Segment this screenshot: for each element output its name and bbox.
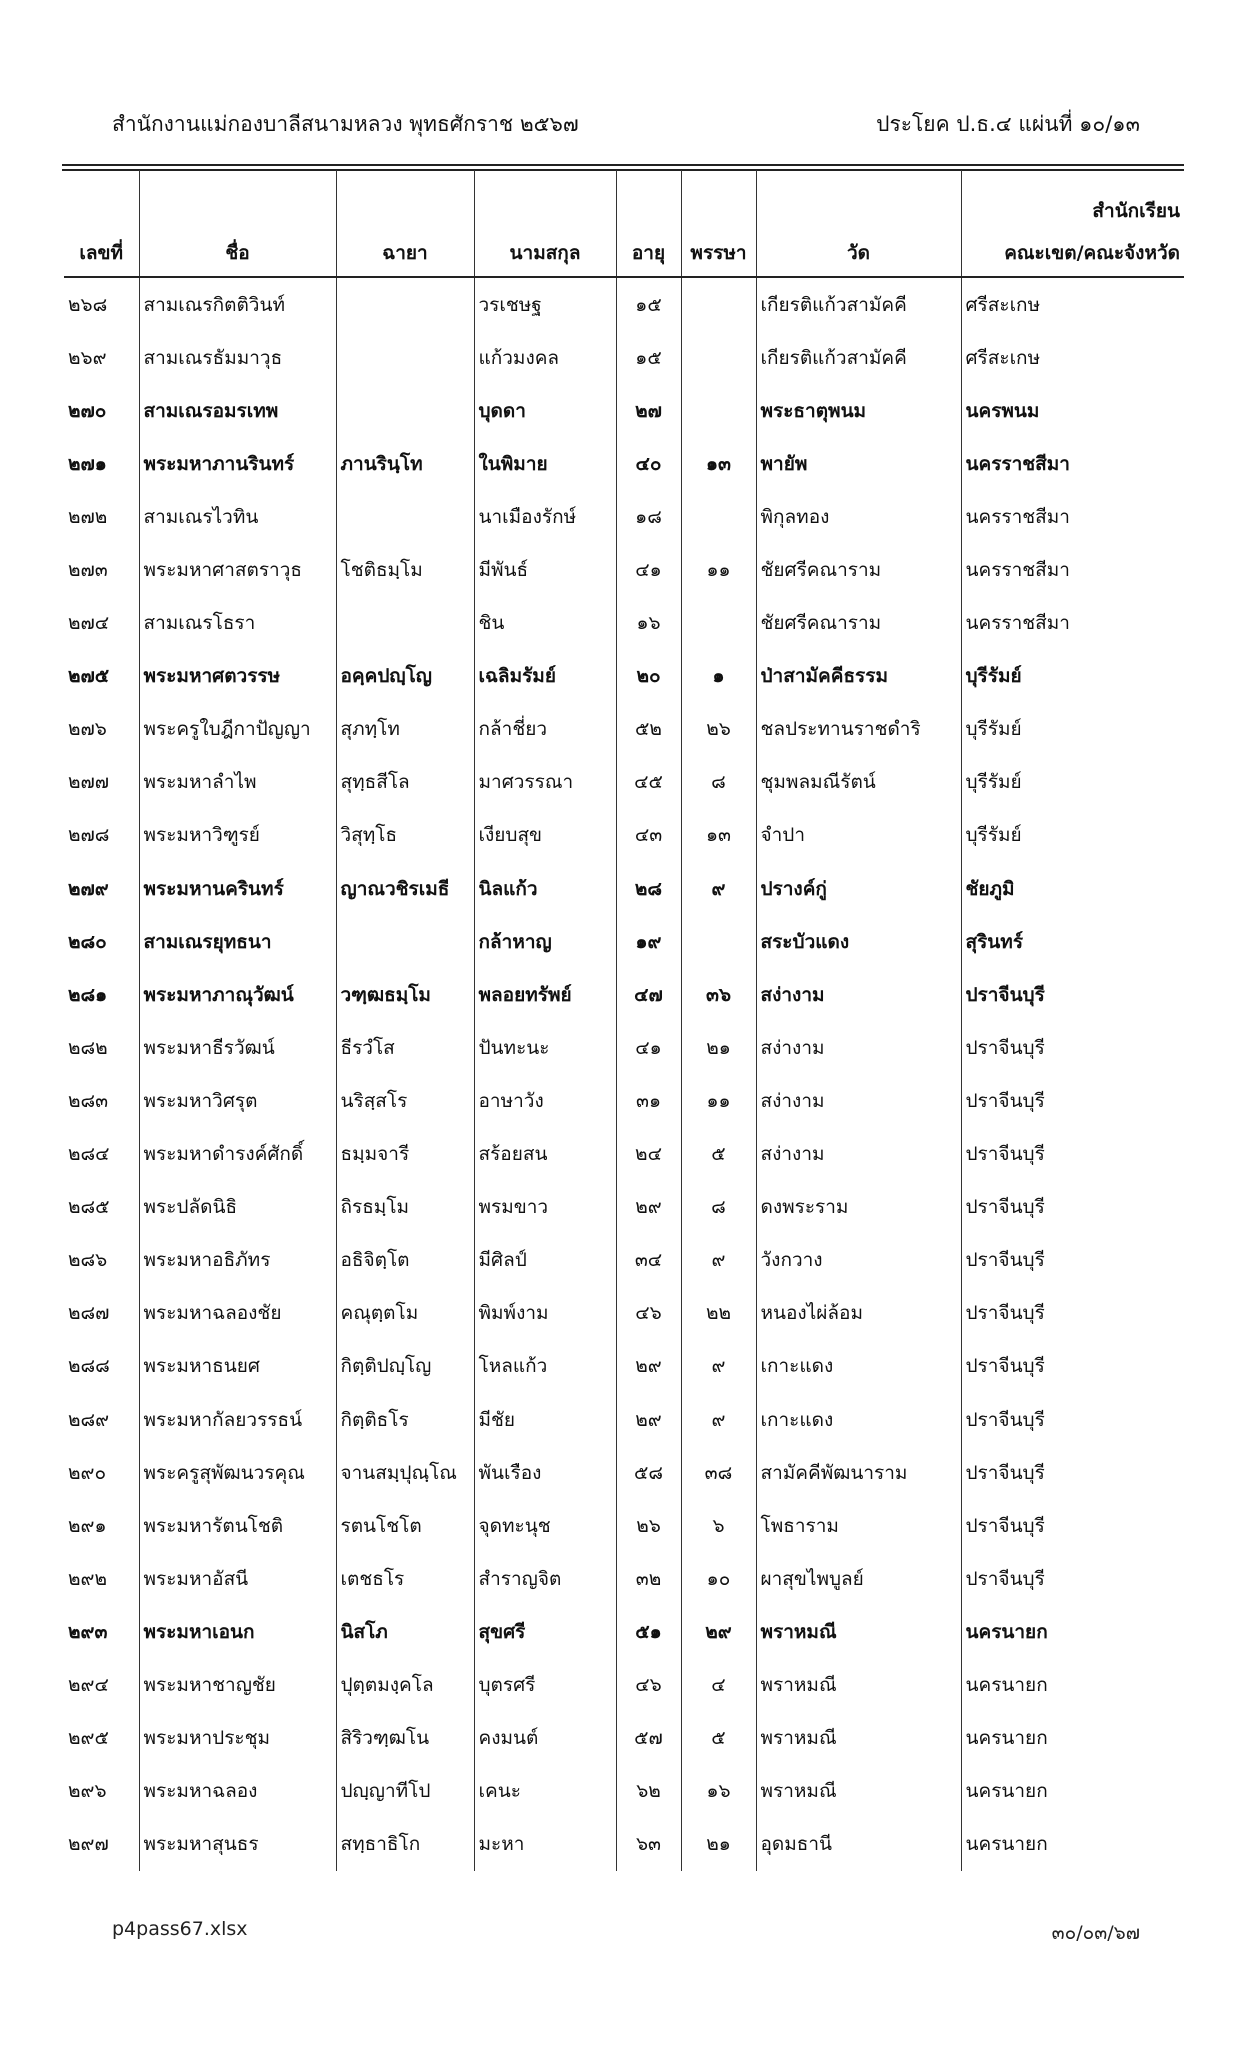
cell-temple: ชัยศรีคณาราม xyxy=(756,543,961,596)
cell-no: ๒๖๘ xyxy=(68,293,108,316)
table-row xyxy=(64,1181,1184,1234)
cell-no: ๒๗๙ xyxy=(68,877,109,900)
cell-age: ๒๐ xyxy=(616,650,681,703)
cell-surname: พลอยทรัพย์ xyxy=(474,968,616,1021)
cell-surname: แก้วมงคล xyxy=(474,331,616,384)
cell-age: ๒๙ xyxy=(616,1393,681,1446)
cell-surname: เงียบสุข xyxy=(474,809,616,862)
cell-temple: ป่าสามัคคีธรรม xyxy=(756,650,961,703)
cell-temple: สง่างาม xyxy=(756,1074,961,1127)
cell-no: ๒๙๐ xyxy=(68,1461,107,1484)
cell-office: นครนายก xyxy=(961,1818,1184,1871)
cell-office: บุรีรัมย์ xyxy=(961,756,1184,809)
cell-surname: อาษาวัง xyxy=(474,1074,616,1127)
cell-surname: ชิน xyxy=(474,597,616,650)
cell-name: พระปลัดนิธิ xyxy=(139,1181,336,1234)
cell-name: พระมหาวิศรุต xyxy=(139,1074,336,1127)
cell-name: พระมหาสุนธร xyxy=(139,1818,336,1871)
cell-chaya: อคฺคปญฺโญ xyxy=(336,650,474,703)
cell-name: สามเณรโธรา xyxy=(139,597,336,650)
footer-filename: p4pass67.xlsx xyxy=(112,1918,248,1940)
cell-chaya: จานสมฺปุณฺโณ xyxy=(336,1446,474,1499)
table-row xyxy=(64,1340,1184,1393)
cell-name: พระมหาลำไพ xyxy=(139,756,336,809)
cell-no: ๒๙๒ xyxy=(68,1567,107,1590)
cell-office: บุรีรัมย์ xyxy=(961,703,1184,756)
table-row xyxy=(64,1499,1184,1552)
cell-surname: โหลแก้ว xyxy=(474,1340,616,1393)
results-table xyxy=(64,170,1184,1871)
col-header-office-line2: คณะเขต/คณะจังหวัด xyxy=(1004,242,1180,264)
cell-surname: พรมขาว xyxy=(474,1181,616,1234)
cell-no: ๒๙๕ xyxy=(68,1727,109,1750)
cell-office: นครนายก xyxy=(961,1605,1184,1658)
cell-years xyxy=(681,331,756,384)
cell-no: ๒๗๖ xyxy=(68,718,107,741)
cell-surname: เคนะ xyxy=(474,1765,616,1818)
cell-temple: ดงพระราม xyxy=(756,1181,961,1234)
cell-temple: เกียรติแก้วสามัคคี xyxy=(756,331,961,384)
cell-age: ๖๒ xyxy=(616,1765,681,1818)
cell-surname: พิมพ์งาม xyxy=(474,1287,616,1340)
cell-no: ๒๘๕ xyxy=(68,1196,110,1219)
cell-years: ๒๙ xyxy=(681,1605,756,1658)
cell-chaya xyxy=(336,597,474,650)
cell-no: ๒๙๓ xyxy=(68,1620,108,1643)
table-row xyxy=(64,1552,1184,1605)
cell-age: ๔๑ xyxy=(616,543,681,596)
cell-chaya: ภานรินฺโท xyxy=(336,437,474,490)
cell-name: พระมหาภานรินทร์ xyxy=(139,437,336,490)
cell-temple: สง่างาม xyxy=(756,1021,961,1074)
table-row xyxy=(64,1658,1184,1711)
cell-surname: สุขศรี xyxy=(474,1605,616,1658)
cell-surname: กล้าหาญ xyxy=(474,915,616,968)
cell-age: ๔๖ xyxy=(616,1658,681,1711)
table-body xyxy=(64,277,1184,1871)
cell-age: ๔๖ xyxy=(616,1287,681,1340)
cell-temple: วังกวาง xyxy=(756,1234,961,1287)
cell-years: ๘ xyxy=(681,1181,756,1234)
cell-years: ๑๖ xyxy=(681,1765,756,1818)
table-row xyxy=(64,1393,1184,1446)
cell-name: พระมหากัลยวรรธน์ xyxy=(139,1393,336,1446)
cell-no: ๒๘๘ xyxy=(68,1355,110,1378)
table-row xyxy=(64,1765,1184,1818)
cell-age: ๒๙ xyxy=(616,1340,681,1393)
cell-office: สุรินทร์ xyxy=(961,915,1184,968)
cell-office: ปราจีนบุรี xyxy=(961,968,1184,1021)
cell-name: พระครูใบฎีกาปัญญา xyxy=(139,703,336,756)
cell-temple: พราหมณี xyxy=(756,1658,961,1711)
cell-name: พระมหาฉลองชัย xyxy=(139,1287,336,1340)
cell-office: ปราจีนบุรี xyxy=(961,1446,1184,1499)
cell-temple: สามัคคีพัฒนาราม xyxy=(756,1446,961,1499)
cell-office: ศรีสะเกษ xyxy=(961,277,1184,331)
table-row xyxy=(64,1818,1184,1871)
cell-years: ๑๓ xyxy=(681,809,756,862)
cell-age: ๑๕ xyxy=(616,277,681,331)
cell-years: ๒๖ xyxy=(681,703,756,756)
cell-chaya: คณุตฺตโม xyxy=(336,1287,474,1340)
cell-surname: นาเมืองรักษ์ xyxy=(474,490,616,543)
cell-name: สามเณรกิตติวินท์ xyxy=(139,277,336,331)
cell-years: ๑๑ xyxy=(681,543,756,596)
cell-surname: สำราญจิต xyxy=(474,1552,616,1605)
cell-age: ๒๘ xyxy=(616,862,681,915)
cell-name: พระมหาเอนก xyxy=(139,1605,336,1658)
table-row xyxy=(64,1446,1184,1499)
table-row xyxy=(64,1287,1184,1340)
cell-name: พระมหารัตนโชติ xyxy=(139,1499,336,1552)
cell-name: พระมหาประชุม xyxy=(139,1712,336,1765)
cell-office: นครราชสีมา xyxy=(961,597,1184,650)
table-row xyxy=(64,650,1184,703)
cell-office: นครราชสีมา xyxy=(961,543,1184,596)
cell-office: ปราจีนบุรี xyxy=(961,1074,1184,1127)
cell-no: ๒๗๒ xyxy=(68,505,108,528)
cell-surname: มาศวรรณา xyxy=(474,756,616,809)
cell-years: ๒๑ xyxy=(681,1021,756,1074)
cell-office: ปราจีนบุรี xyxy=(961,1340,1184,1393)
cell-office: ปราจีนบุรี xyxy=(961,1234,1184,1287)
cell-office: ศรีสะเกษ xyxy=(961,331,1184,384)
cell-name: พระมหาธีรวัฒน์ xyxy=(139,1021,336,1074)
cell-years: ๕ xyxy=(681,1712,756,1765)
cell-office: บุรีรัมย์ xyxy=(961,650,1184,703)
cell-years: ๙ xyxy=(681,1393,756,1446)
cell-surname: ปันทะนะ xyxy=(474,1021,616,1074)
cell-years: ๔ xyxy=(681,1658,756,1711)
table-row xyxy=(64,331,1184,384)
cell-office: ชัยภูมิ xyxy=(961,862,1184,915)
cell-temple: ชุมพลมณีรัตน์ xyxy=(756,756,961,809)
header-office-year: สำนักงานแม่กองบาลีสนามหลวง พุทธศักราช ๒๕๖๗ xyxy=(112,112,579,136)
cell-office: ปราจีนบุรี xyxy=(961,1393,1184,1446)
cell-no: ๒๘๐ xyxy=(68,930,107,953)
col-header-no: เลขที่ xyxy=(64,170,139,277)
cell-age: ๒๔ xyxy=(616,1128,681,1181)
cell-age: ๔๑ xyxy=(616,1021,681,1074)
cell-age: ๑๙ xyxy=(616,915,681,968)
cell-age: ๔๐ xyxy=(616,437,681,490)
cell-years: ๘ xyxy=(681,756,756,809)
cell-chaya: สทฺธาธิโก xyxy=(336,1818,474,1871)
col-header-age: อายุ xyxy=(616,170,681,277)
cell-age: ๔๓ xyxy=(616,809,681,862)
cell-years: ๑๓ xyxy=(681,437,756,490)
cell-office: ปราจีนบุรี xyxy=(961,1181,1184,1234)
cell-age: ๕๒ xyxy=(616,703,681,756)
cell-chaya: ธมฺมจารี xyxy=(336,1128,474,1181)
table-row xyxy=(64,756,1184,809)
cell-age: ๓๒ xyxy=(616,1552,681,1605)
cell-name: พระมหาอธิภัทร xyxy=(139,1234,336,1287)
cell-surname: นิลแก้ว xyxy=(474,862,616,915)
table-row xyxy=(64,1712,1184,1765)
cell-age: ๕๘ xyxy=(616,1446,681,1499)
cell-no: ๒๗๘ xyxy=(68,824,110,847)
cell-chaya xyxy=(336,915,474,968)
table-row xyxy=(64,862,1184,915)
cell-years xyxy=(681,384,756,437)
cell-no: ๒๙๔ xyxy=(68,1673,109,1696)
cell-temple: อุดมธานี xyxy=(756,1818,961,1871)
cell-temple: ชลประทานราชดำริ xyxy=(756,703,961,756)
cell-office: นครนายก xyxy=(961,1765,1184,1818)
table-row xyxy=(64,1021,1184,1074)
cell-age: ๒๙ xyxy=(616,1181,681,1234)
table-row xyxy=(64,968,1184,1021)
cell-no: ๒๘๔ xyxy=(68,1143,110,1166)
cell-temple: เกียรติแก้วสามัคคี xyxy=(756,277,961,331)
cell-surname: สร้อยสน xyxy=(474,1128,616,1181)
cell-no: ๒๘๓ xyxy=(68,1089,109,1112)
cell-no: ๒๗๓ xyxy=(68,559,108,582)
table-row xyxy=(64,1234,1184,1287)
cell-age: ๓๑ xyxy=(616,1074,681,1127)
cell-name: พระครูสุพัฒนวรคุณ xyxy=(139,1446,336,1499)
cell-name: พระมหาอัสนี xyxy=(139,1552,336,1605)
cell-office: ปราจีนบุรี xyxy=(961,1021,1184,1074)
cell-temple: จำปา xyxy=(756,809,961,862)
table-row xyxy=(64,809,1184,862)
cell-temple: เกาะแดง xyxy=(756,1393,961,1446)
cell-years: ๖ xyxy=(681,1499,756,1552)
cell-name: สามเณรอมรเทพ xyxy=(139,384,336,437)
cell-name: พระมหาภาณุวัฒน์ xyxy=(139,968,336,1021)
footer-date: ๓๐/๐๓/๖๗ xyxy=(1051,1922,1140,1944)
cell-chaya: สิริวฑฺฒโน xyxy=(336,1712,474,1765)
cell-years: ๑๑ xyxy=(681,1074,756,1127)
cell-years: ๒๑ xyxy=(681,1818,756,1871)
cell-age: ๔๕ xyxy=(616,756,681,809)
cell-years: ๑๐ xyxy=(681,1552,756,1605)
cell-no: ๒๗๐ xyxy=(68,399,107,422)
cell-temple: หนองไผ่ล้อม xyxy=(756,1287,961,1340)
cell-surname: มีพันธ์ xyxy=(474,543,616,596)
cell-temple: พราหมณี xyxy=(756,1605,961,1658)
cell-years: ๙ xyxy=(681,862,756,915)
cell-age: ๖๓ xyxy=(616,1818,681,1871)
cell-age: ๒๖ xyxy=(616,1499,681,1552)
col-header-surname: นามสกุล xyxy=(474,170,616,277)
cell-chaya: เตชธโร xyxy=(336,1552,474,1605)
cell-office: ปราจีนบุรี xyxy=(961,1287,1184,1340)
cell-surname: ในพิมาย xyxy=(474,437,616,490)
cell-office: ปราจีนบุรี xyxy=(961,1128,1184,1181)
cell-age: ๒๗ xyxy=(616,384,681,437)
cell-no: ๒๖๙ xyxy=(68,346,107,369)
cell-chaya: ญาณวชิรเมธี xyxy=(336,862,474,915)
cell-no: ๒๘๖ xyxy=(68,1249,108,1272)
cell-age: ๑๖ xyxy=(616,597,681,650)
cell-name: สามเณรยุทธนา xyxy=(139,915,336,968)
cell-chaya: วิสุทฺโธ xyxy=(336,809,474,862)
cell-chaya: ถิรธมฺโม xyxy=(336,1181,474,1234)
cell-age: ๕๗ xyxy=(616,1712,681,1765)
cell-temple: สง่างาม xyxy=(756,1128,961,1181)
cell-chaya xyxy=(336,384,474,437)
cell-surname: เฉลิมรัมย์ xyxy=(474,650,616,703)
cell-years xyxy=(681,597,756,650)
cell-years xyxy=(681,277,756,331)
cell-years: ๓๖ xyxy=(681,968,756,1021)
cell-age: ๑๕ xyxy=(616,331,681,384)
cell-age: ๔๗ xyxy=(616,968,681,1021)
cell-age: ๓๔ xyxy=(616,1234,681,1287)
cell-surname: คงมนต์ xyxy=(474,1712,616,1765)
cell-name: พระมหาศาสตราวุธ xyxy=(139,543,336,596)
cell-no: ๒๘๒ xyxy=(68,1036,108,1059)
cell-name: พระมหาฉลอง xyxy=(139,1765,336,1818)
cell-office: ปราจีนบุรี xyxy=(961,1499,1184,1552)
col-header-name: ชื่อ xyxy=(139,170,336,277)
table-header-row xyxy=(64,170,1184,277)
cell-no: ๒๗๑ xyxy=(68,452,107,475)
table-row xyxy=(64,703,1184,756)
cell-office: นครราชสีมา xyxy=(961,437,1184,490)
cell-surname: บุดดา xyxy=(474,384,616,437)
cell-office: ปราจีนบุรี xyxy=(961,1552,1184,1605)
cell-office: นครนายก xyxy=(961,1658,1184,1711)
cell-name: พระมหาดำรงค์ศักดิ์ xyxy=(139,1128,336,1181)
cell-chaya: อธิจิตฺโต xyxy=(336,1234,474,1287)
cell-chaya: วฑฺฒธมฺโม xyxy=(336,968,474,1021)
cell-surname: บุตรศรี xyxy=(474,1658,616,1711)
cell-age: ๑๘ xyxy=(616,490,681,543)
cell-chaya: นริสฺสโร xyxy=(336,1074,474,1127)
col-header-years: พรรษา xyxy=(681,170,756,277)
table-row xyxy=(64,490,1184,543)
col-header-office-line1: สำนักเรียน xyxy=(1092,200,1180,222)
cell-surname: จุดทะนุช xyxy=(474,1499,616,1552)
col-header-office xyxy=(961,170,1184,277)
cell-surname: พันเรือง xyxy=(474,1446,616,1499)
table-row xyxy=(64,1128,1184,1181)
cell-no: ๒๗๗ xyxy=(68,771,110,794)
cell-chaya: นิสโภ xyxy=(336,1605,474,1658)
cell-chaya: กิตฺติปญฺโญ xyxy=(336,1340,474,1393)
cell-chaya: กิตฺติธโร xyxy=(336,1393,474,1446)
cell-name: พระมหาธนยศ xyxy=(139,1340,336,1393)
cell-name: สามเณรไวทิน xyxy=(139,490,336,543)
table-row xyxy=(64,437,1184,490)
cell-no: ๒๙๖ xyxy=(68,1780,107,1803)
cell-years xyxy=(681,915,756,968)
header-rule-top xyxy=(62,164,1184,166)
cell-no: ๒๘๙ xyxy=(68,1408,110,1431)
cell-surname: มะหา xyxy=(474,1818,616,1871)
cell-name: พระมหาศตวรรษ xyxy=(139,650,336,703)
cell-no: ๒๘๗ xyxy=(68,1302,110,1325)
cell-name: พระมหานครินทร์ xyxy=(139,862,336,915)
cell-chaya: โชติธมฺโม xyxy=(336,543,474,596)
cell-age: ๕๑ xyxy=(616,1605,681,1658)
cell-years: ๑ xyxy=(681,650,756,703)
cell-years: ๓๘ xyxy=(681,1446,756,1499)
cell-temple: พระธาตุพนม xyxy=(756,384,961,437)
cell-no: ๒๗๕ xyxy=(68,665,110,688)
cell-chaya xyxy=(336,490,474,543)
cell-chaya xyxy=(336,331,474,384)
cell-temple: ปรางค์กู่ xyxy=(756,862,961,915)
cell-temple: สง่างาม xyxy=(756,968,961,1021)
cell-surname: มีชัย xyxy=(474,1393,616,1446)
cell-office: นครนายก xyxy=(961,1712,1184,1765)
table-row xyxy=(64,1605,1184,1658)
cell-name: สามเณรธัมมาวุธ xyxy=(139,331,336,384)
cell-chaya: ปญฺญาทีโป xyxy=(336,1765,474,1818)
table-row xyxy=(64,915,1184,968)
cell-temple: สระบัวแดง xyxy=(756,915,961,968)
cell-years: ๙ xyxy=(681,1340,756,1393)
cell-chaya: รตนโชโต xyxy=(336,1499,474,1552)
cell-name: พระมหาชาญชัย xyxy=(139,1658,336,1711)
page-header xyxy=(112,108,1140,141)
cell-temple: พิกุลทอง xyxy=(756,490,961,543)
col-header-chaya: ฉายา xyxy=(336,170,474,277)
cell-chaya: สุทฺธสีโล xyxy=(336,756,474,809)
cell-no: ๒๘๑ xyxy=(68,983,108,1006)
header-level-sheet: ประโยค ป.ธ.๔ แผ่นที่ ๑๐/๑๓ xyxy=(876,112,1140,136)
table-row xyxy=(64,1074,1184,1127)
table-row xyxy=(64,384,1184,437)
table-row xyxy=(64,543,1184,596)
cell-temple: เกาะแดง xyxy=(756,1340,961,1393)
col-header-temple: วัด xyxy=(756,170,961,277)
cell-temple: พราหมณี xyxy=(756,1712,961,1765)
cell-temple: ชัยศรีคณาราม xyxy=(756,597,961,650)
cell-name: พระมหาวิฑูรย์ xyxy=(139,809,336,862)
cell-years: ๒๒ xyxy=(681,1287,756,1340)
cell-years: ๕ xyxy=(681,1128,756,1181)
cell-years xyxy=(681,490,756,543)
cell-office: นครพนม xyxy=(961,384,1184,437)
cell-no: ๒๗๔ xyxy=(68,612,110,635)
cell-temple: พราหมณี xyxy=(756,1765,961,1818)
cell-temple: พายัพ xyxy=(756,437,961,490)
cell-office: บุรีรัมย์ xyxy=(961,809,1184,862)
cell-office: นครราชสีมา xyxy=(961,490,1184,543)
cell-temple: ผาสุขไพบูลย์ xyxy=(756,1552,961,1605)
cell-no: ๒๙๗ xyxy=(68,1833,109,1856)
cell-chaya: ธีรวํโส xyxy=(336,1021,474,1074)
cell-surname: วรเชษฐ xyxy=(474,277,616,331)
table-row xyxy=(64,597,1184,650)
table-row xyxy=(64,277,1184,331)
cell-surname: กล้าชี่ยว xyxy=(474,703,616,756)
page-footer xyxy=(112,1918,1140,1948)
cell-chaya: สุภทฺโท xyxy=(336,703,474,756)
cell-years: ๙ xyxy=(681,1234,756,1287)
cell-temple: โพธาราม xyxy=(756,1499,961,1552)
cell-chaya: ปุตฺตมงฺคโล xyxy=(336,1658,474,1711)
cell-no: ๒๙๑ xyxy=(68,1514,107,1537)
cell-chaya xyxy=(336,277,474,331)
cell-surname: มีศิลป์ xyxy=(474,1234,616,1287)
